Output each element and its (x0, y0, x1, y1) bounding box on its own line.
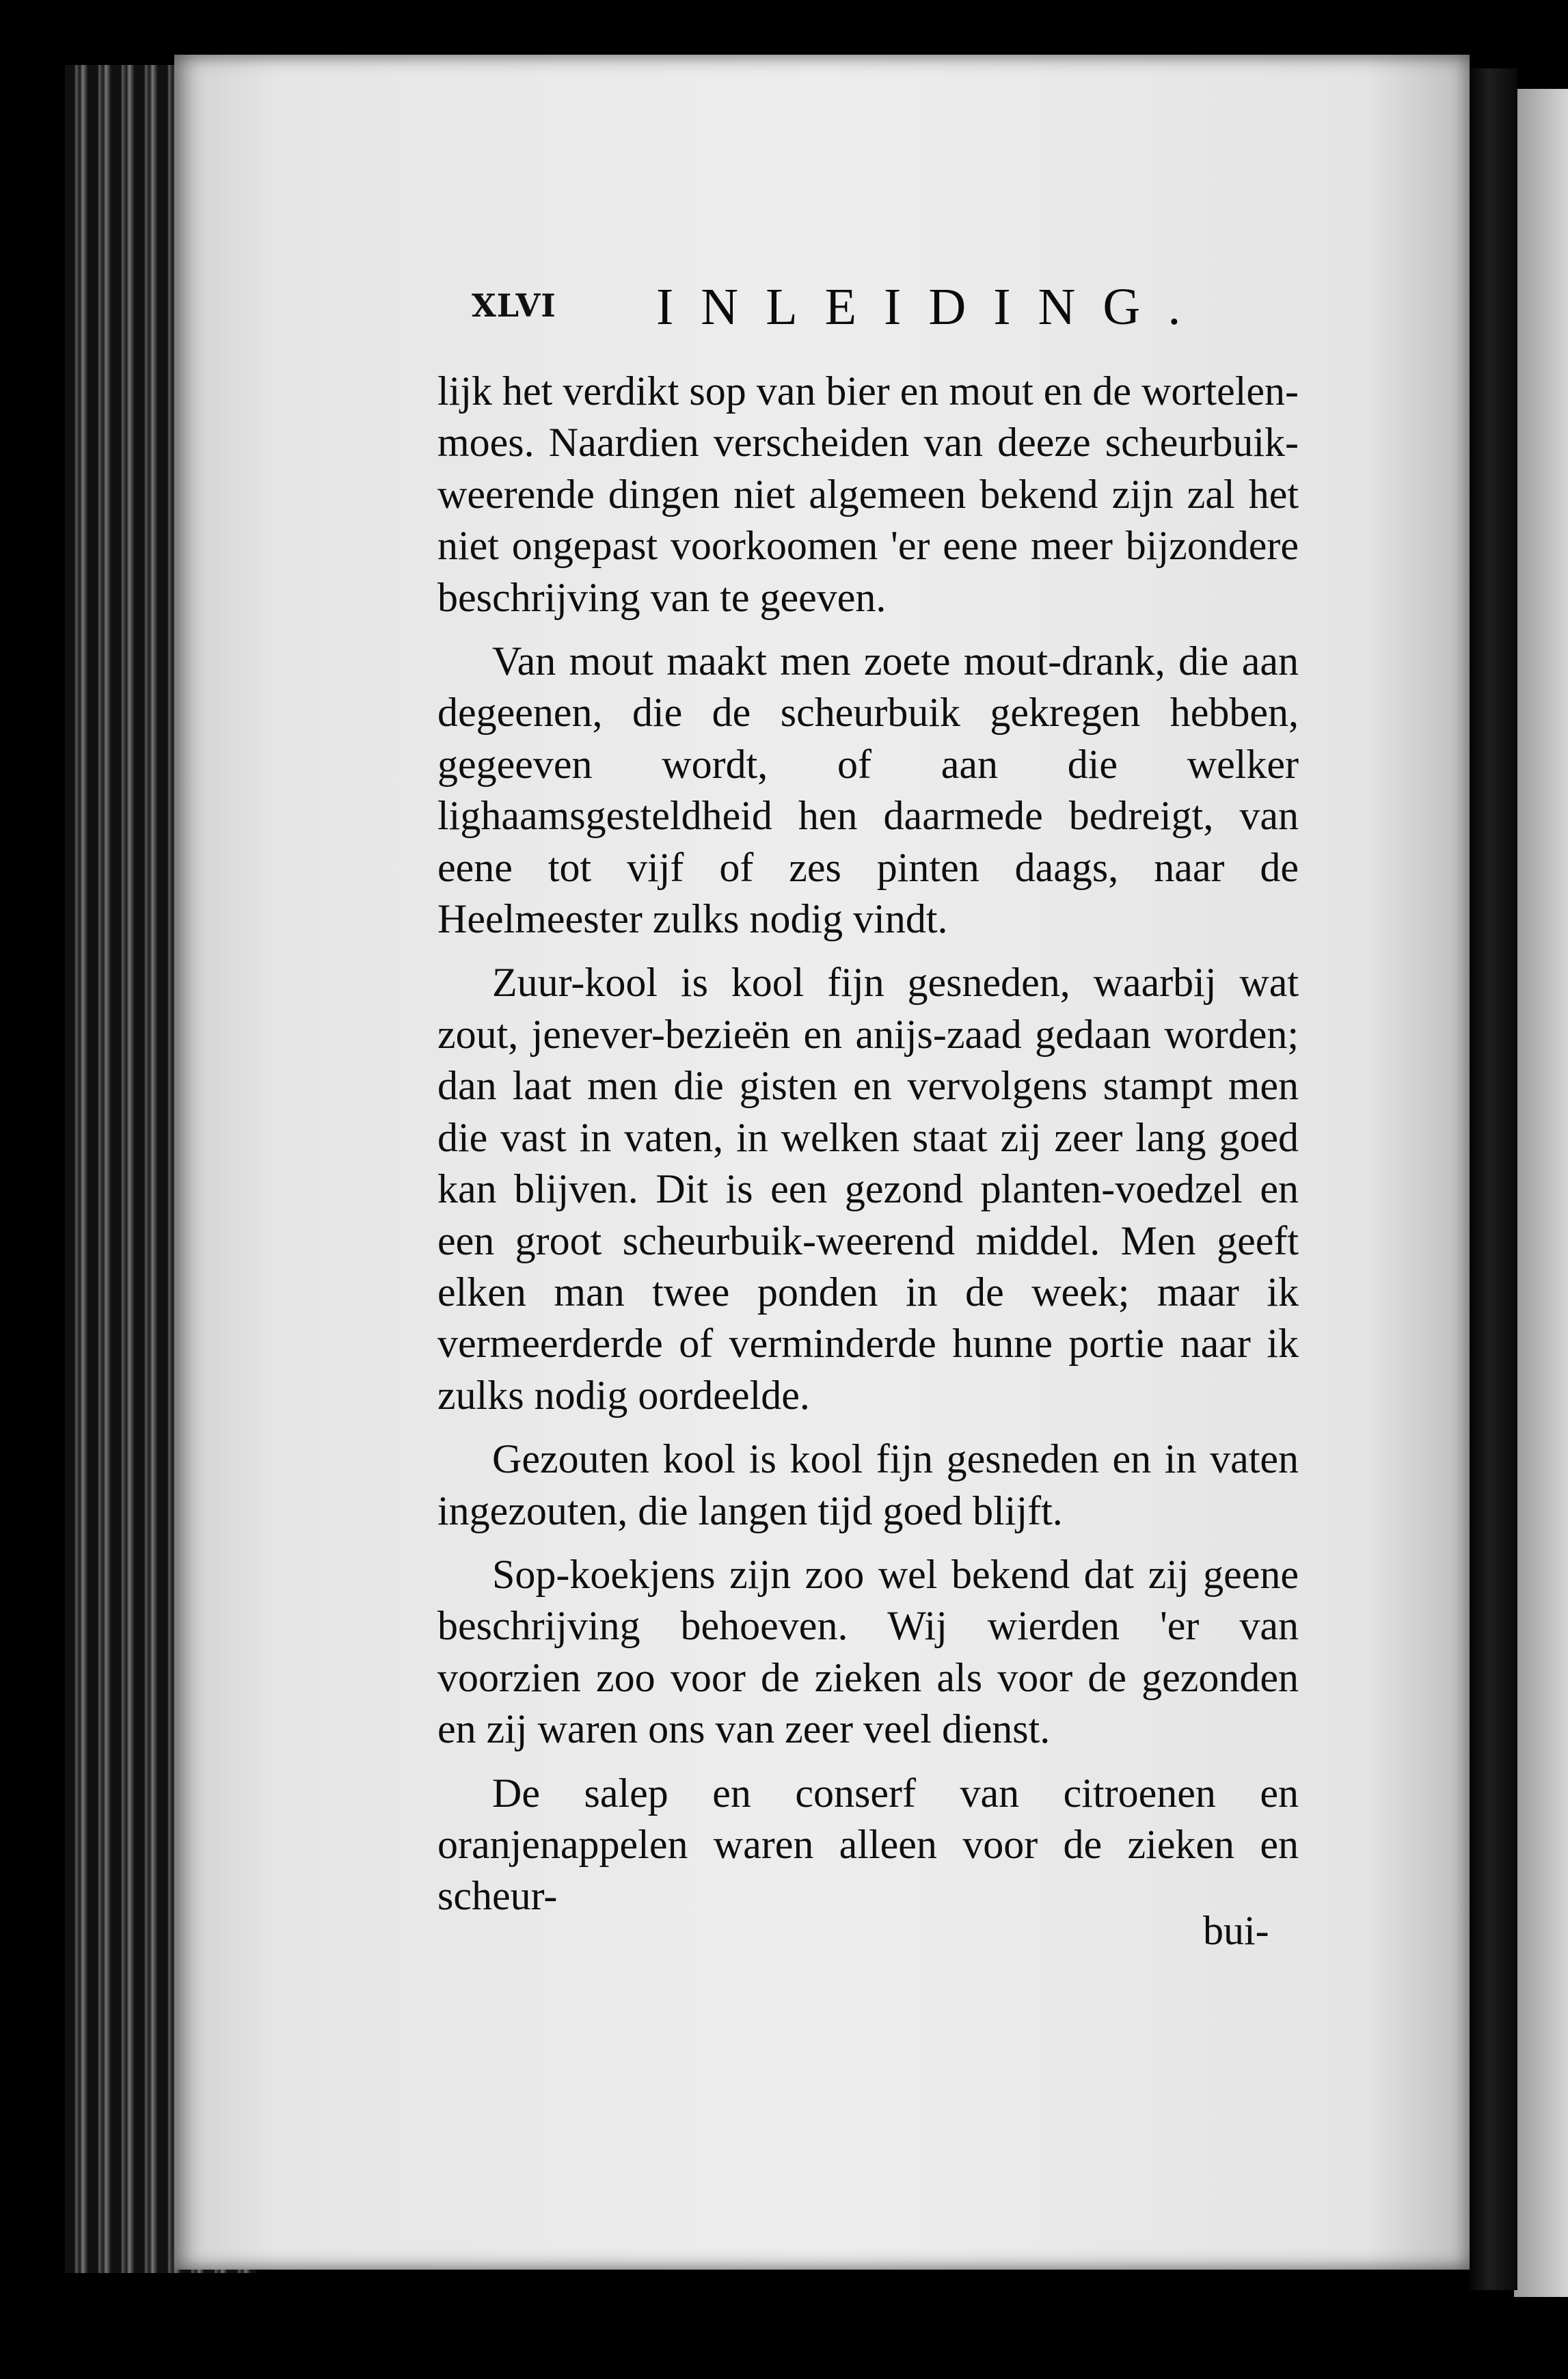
page-header (472, 278, 1306, 349)
running-head: INLEIDING. (656, 278, 1208, 336)
body-text (437, 366, 1299, 1922)
paragraph: lijk het verdikt sop van bier en mout en de wortelen-moes. Naardien verscheiden van deeze scheurbuik-weerende dingen niet algemeen bekend zijn zal het niet ongepast voorkoomen 'er eene meer bijzondere beschrijving van te geeven. (437, 368, 1299, 620)
catchword: bui- (1203, 1908, 1269, 1953)
paragraph: Van mout maakt men zoete mout-drank, die aan degeenen, die de scheurbuik gekregen hebben, gegeeven wordt, of aan die welker lighaamsgesteldheid hen daarmede bedreigt, van eene tot vijf of zes pinten daags, naar de Heelmeester zulks nodig vindt. (437, 639, 1299, 942)
paragraph: De salep en conserf van citroenen en oranjenappelen waren alleen voor de zieken en scheur- (437, 1770, 1299, 1919)
gutter-shadow (1470, 68, 1517, 2290)
adjacent-page-edge (1514, 89, 1568, 2297)
paragraph: Sop-koekjens zijn zoo wel bekend dat zij geene beschrijving behoeven. Wij wierden 'er van voorzien zoo voor de zieken als voor de gezonden en zij waren ons van zeer veel dienst. (437, 1551, 1299, 1752)
paragraph: Gezouten kool is kool fijn gesneden en in vaten ingezouten, die langen tijd goed blijft. (437, 1436, 1299, 1533)
paragraph: Zuur-kool is kool fijn gesneden, waarbij wat zout, jenever-bezieën en anijs-zaad gedaan worden; dan laat men die gisten en vervolgens stampt men die vast in vaten, in welken staat zij zeer lang goed kan blijven. Dit is een gezond planten-voedzel en een groot scheurbuik-weerend middel. Men geeft elken man twee ponden in de week; maar ik vermeerderde of verminderde hunne portie naar ik zulks nodig oordeelde. (437, 960, 1299, 1418)
page-number: XLVI (472, 287, 556, 324)
